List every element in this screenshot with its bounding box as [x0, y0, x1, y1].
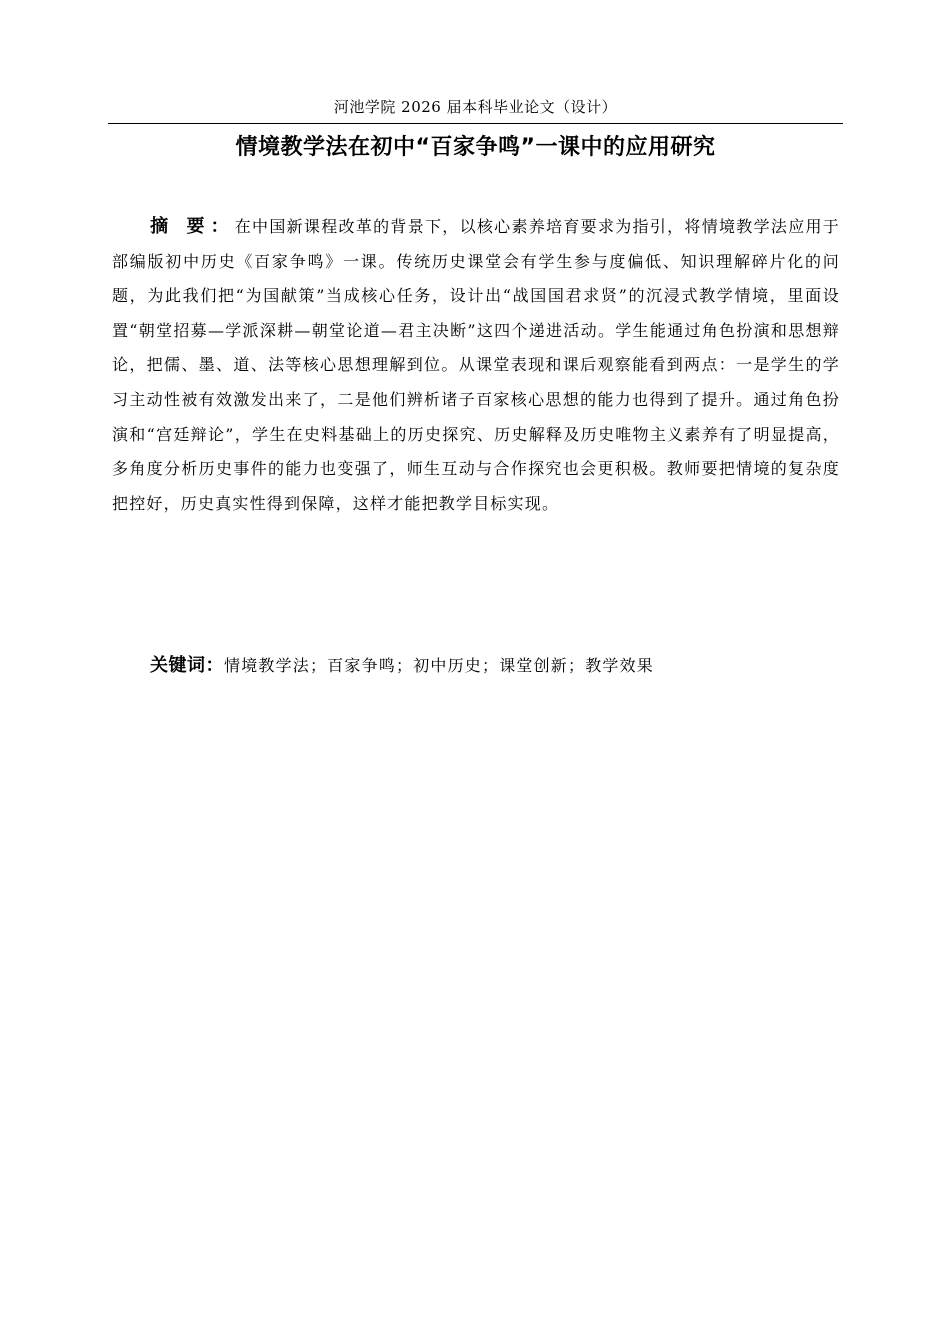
keywords-line: [150, 650, 840, 682]
keywords-text: 情境教学法；百家争鸣；初中历史；课堂创新；教学效果: [224, 656, 655, 675]
abstract-text: 在中国新课程改革的背景下，以核心素养培育要求为指引，将情境教学法应用于部编版初中历史《百家争鸣》一课。传统历史课堂会有学生参与度偏低、知识理解碎片化的问题，为此我们把“为国献策”当成核心任务，设计出“战国国君求贤”的沉浸式教学情境，里面设置“朝堂招募—学派深耕—朝堂论道—君主决断”这四个递进活动。学生能通过角色扮演和思想辩论，把儒、墨、道、法等核心思想理解到位。从课堂表现和课后观察能看到两点：一是学生的学习主动性被有效激发出来了，二是他们辨析诸子百家核心思想的能力也得到了提升。通过角色扮演和“宫廷辩论”，学生在史料基础上的历史探究、历史解释及历史唯物主义素养有了明显提高，多角度分析历史事件的能力也变强了，师生互动与合作探究也会更积极。教师要把情境的复杂度把控好，历史真实性得到保障，这样才能把教学目标实现。: [112, 217, 840, 513]
abstract-paragraph: [112, 210, 840, 521]
header-divider: [108, 123, 843, 124]
running-header: 河池学院 2026 届本科毕业论文（设计）: [333, 98, 618, 116]
abstract-label: 摘 要：: [150, 216, 235, 237]
keywords-label: 关键词：: [150, 655, 224, 676]
thesis-title: 情境教学法在初中“百家争鸣”一课中的应用研究: [235, 135, 716, 160]
